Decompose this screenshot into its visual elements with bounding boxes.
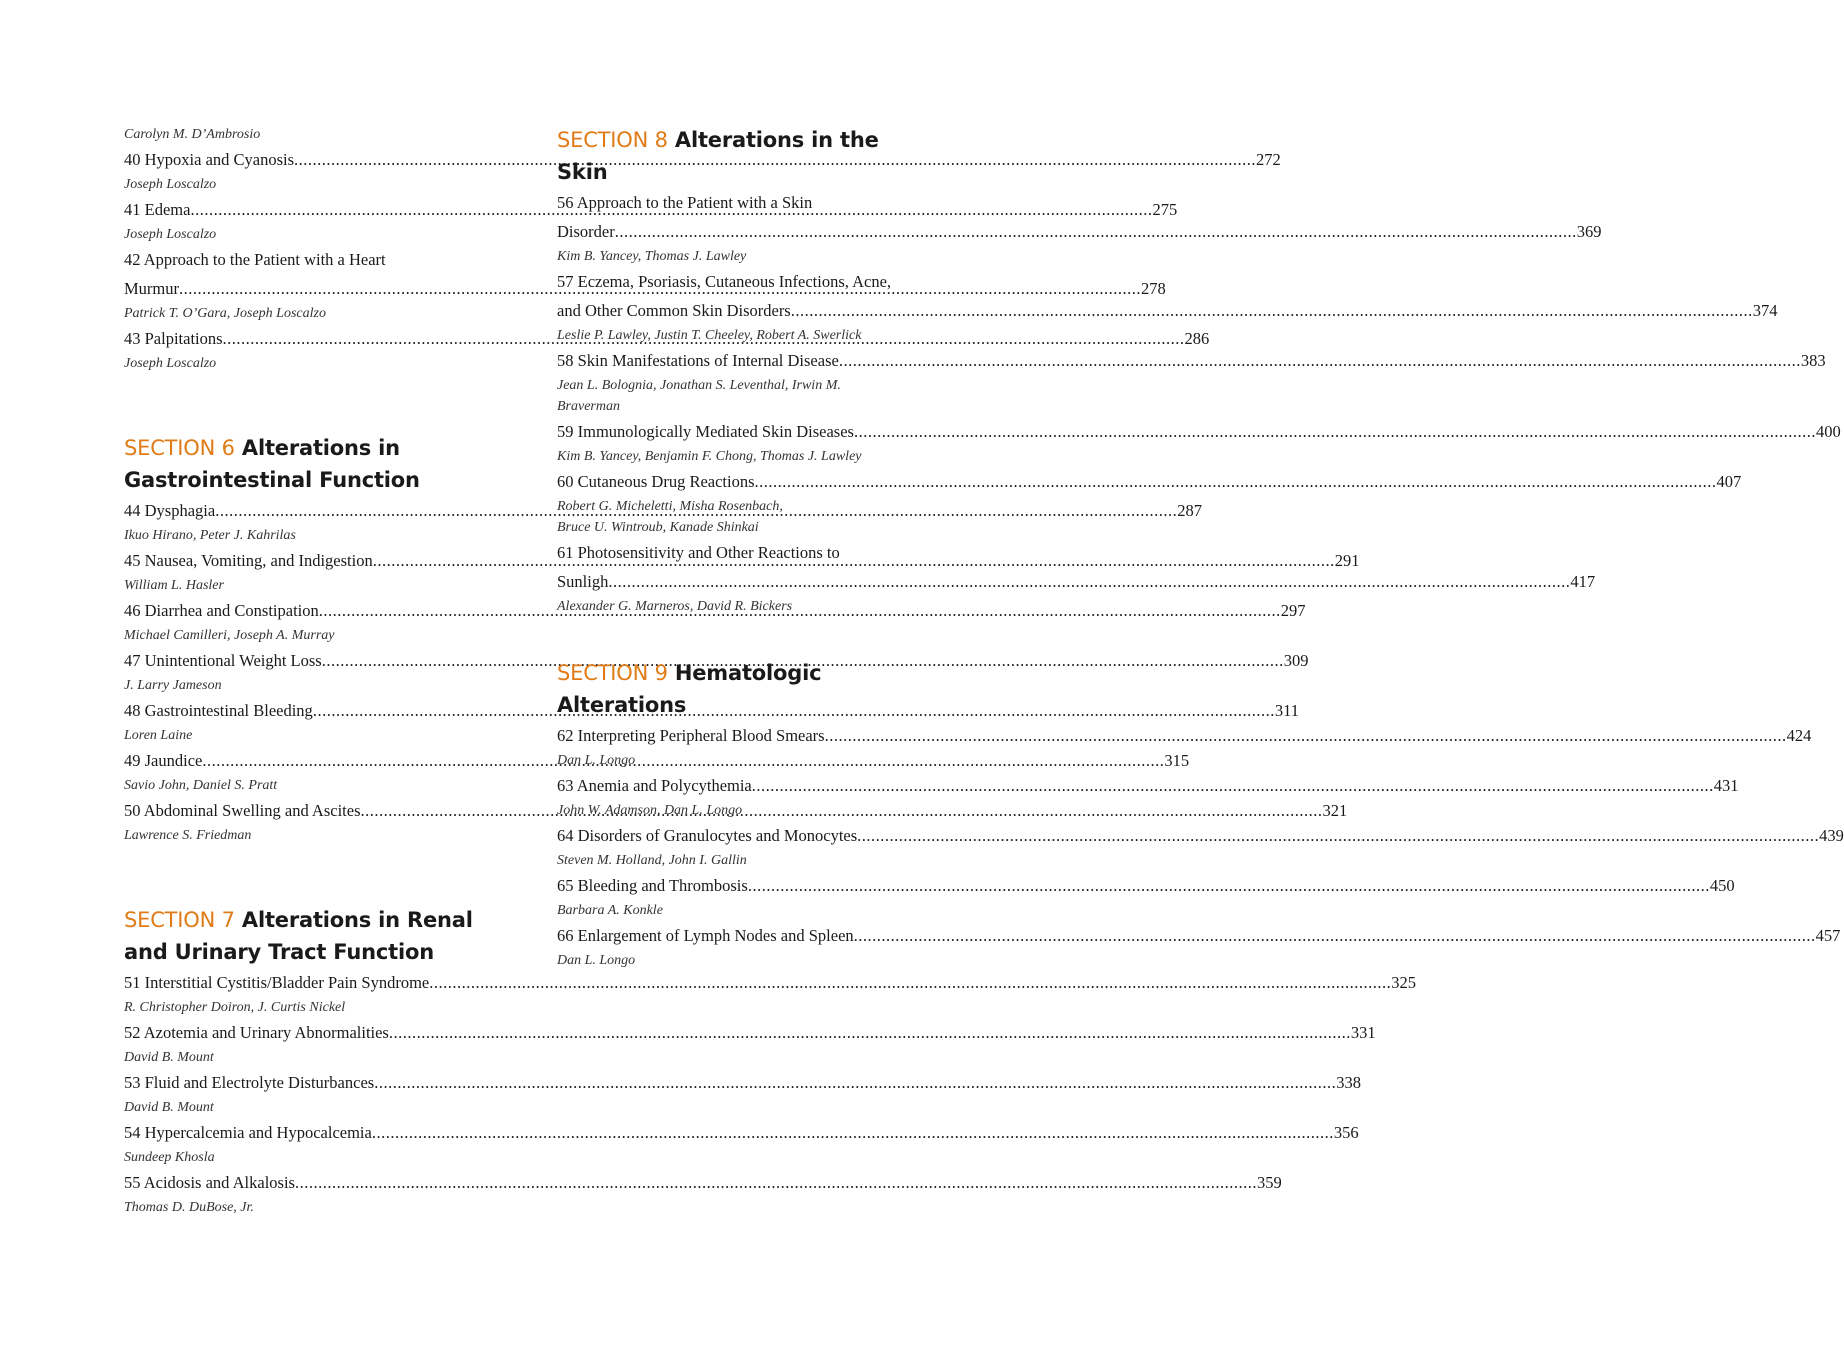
dot-leader — [748, 871, 1710, 900]
entry-line — [557, 467, 1742, 496]
entry-title: Murmur — [124, 279, 179, 298]
page-number: 457 — [1815, 926, 1841, 945]
entry-title: 40 Hypoxia and Cyanosis — [124, 150, 295, 169]
page-number: 297 — [1280, 601, 1306, 620]
page-number: 439 — [1819, 826, 1844, 845]
entry-line — [557, 871, 1735, 900]
dot-leader — [854, 417, 1816, 446]
entry-line — [124, 1018, 1376, 1047]
page-number: 315 — [1164, 751, 1190, 770]
dot-leader — [791, 296, 1753, 325]
section-title: Hematologic — [674, 661, 822, 685]
author-line: Carolyn M. D’Ambrosio — [124, 127, 261, 142]
entry-authors-line1: Jean L. Bolognia, Jonathan S. Leventhal, Irwin M. — [557, 378, 841, 393]
entry-title: 54 Hypercalcemia and Hypocalcemia — [124, 1123, 372, 1142]
entry-title: 58 Skin Manifestations of Internal Disease — [557, 351, 839, 370]
entry-line — [557, 296, 1778, 325]
entry-title-line1: 42 Approach to the Patient with a Heart — [124, 250, 386, 269]
entry-authors: Patrick T. O’Gara, Joseph Loscalzo — [124, 306, 326, 321]
entry-title: 63 Anemia and Polycythemia — [557, 776, 752, 795]
section-title: Alterations in Renal — [241, 908, 473, 932]
toc-entry[interactable] — [124, 1168, 1282, 1218]
entry-authors: William L. Hasler — [124, 578, 224, 593]
page-number: 287 — [1177, 501, 1202, 520]
entry-title: 50 Abdominal Swelling and Ascites — [124, 801, 361, 820]
entry-line — [124, 968, 1416, 997]
entry-title: 48 Gastrointestinal Bleeding — [124, 701, 313, 720]
section-title: Alterations in the Skin — [557, 128, 879, 184]
section-label: SECTION 7 — [124, 908, 235, 932]
entry-title: Disorder — [557, 222, 615, 241]
section-title: Alterations in — [241, 436, 400, 460]
entry-authors: Kim B. Yancey, Benjamin F. Chong, Thomas J. Lawley — [557, 449, 862, 464]
entry-authors: Braverman — [557, 399, 620, 414]
entry-title: 59 Immunologically Mediated Skin Diseases — [557, 422, 854, 441]
dot-leader — [752, 771, 1714, 800]
entry-title: 52 Azotemia and Urinary Abnormalities — [124, 1023, 389, 1042]
entry-title-line1: 56 Approach to the Patient with a Skin — [557, 193, 813, 212]
page-number: 291 — [1334, 551, 1360, 570]
page-number: 417 — [1570, 572, 1596, 591]
entry-authors: Leslie P. Lawley, Justin T. Cheeley, Robert A. Swerlick — [557, 328, 862, 343]
dot-leader — [372, 1118, 1334, 1147]
entry-authors-line1: Robert G. Micheletti, Misha Rosenbach, — [557, 499, 783, 514]
toc-entry[interactable] — [557, 821, 1844, 871]
entry-title: 45 Nausea, Vomiting, and Indigestion — [124, 551, 373, 570]
section-7-entries — [124, 968, 1416, 1218]
dot-leader — [839, 346, 1801, 375]
entry-authors: J. Larry Jameson — [124, 678, 222, 693]
page-number: 431 — [1713, 776, 1739, 795]
entry-authors: Michael Camilleri, Joseph A. Murray — [124, 628, 335, 643]
entry-authors: Sundeep Khosla — [124, 1150, 215, 1165]
toc-entry[interactable] — [124, 1118, 1359, 1168]
dot-leader — [389, 1018, 1351, 1047]
entry-line — [557, 346, 1826, 375]
dot-leader — [608, 567, 1570, 596]
toc-entry[interactable] — [124, 1018, 1376, 1068]
entry-line — [557, 821, 1844, 850]
entry-authors: Lawrence S. Friedman — [124, 828, 252, 843]
entry-title: 55 Acidosis and Alkalosis — [124, 1173, 295, 1192]
page-number: 309 — [1283, 651, 1309, 670]
entry-title: 51 Interstitial Cystitis/Bladder Pain Syndrome — [124, 973, 430, 992]
entry-authors: David B. Mount — [124, 1100, 214, 1115]
entry-line — [557, 567, 1596, 596]
page-number: 278 — [1141, 279, 1166, 298]
dot-leader — [374, 1068, 1336, 1097]
entry-title: 62 Interpreting Peripheral Blood Smears — [557, 726, 825, 745]
entry-line — [124, 1118, 1359, 1147]
section-6-heading-line2: Gastrointestinal Function — [124, 468, 420, 492]
section-7-heading-line2: and Urinary Tract Function — [124, 940, 434, 964]
entry-title: 41 Edema — [124, 200, 191, 219]
entry-title: 64 Disorders of Granulocytes and Monocytes — [557, 826, 858, 845]
entry-authors: Alexander G. Marneros, David R. Bickers — [557, 599, 793, 614]
entry-authors: John W. Adamson, Dan L. Longo — [557, 803, 743, 818]
section-label: SECTION 9 — [557, 661, 668, 685]
dot-leader — [755, 467, 1717, 496]
toc-entry[interactable] — [557, 921, 1841, 971]
entry-title: 66 Enlargement of Lymph Nodes and Spleen — [557, 926, 854, 945]
page-number: 325 — [1391, 973, 1416, 992]
entry-authors: Steven M. Holland, John I. Gallin — [557, 853, 747, 868]
entry-authors: Joseph Loscalzo — [124, 177, 217, 192]
page-number: 424 — [1786, 726, 1812, 745]
page-number: 359 — [1256, 1173, 1282, 1192]
entry-line — [557, 721, 1812, 750]
entry-title: Sunligh — [557, 572, 609, 591]
toc-entry[interactable] — [124, 968, 1416, 1018]
toc-entry[interactable] — [557, 871, 1735, 921]
entry-authors: Bruce U. Wintroub, Kanade Shinkai — [557, 520, 759, 535]
page-number: 272 — [1256, 150, 1281, 169]
entry-authors: Dan L. Longo — [557, 753, 636, 768]
entry-title: 60 Cutaneous Drug Reactions — [557, 472, 755, 491]
entry-title-line1: 57 Eczema, Psoriasis, Cutaneous Infections, Acne, — [557, 272, 892, 291]
dot-leader — [857, 821, 1819, 850]
dot-leader — [854, 921, 1816, 950]
dot-leader — [825, 721, 1787, 750]
page-number: 400 — [1815, 422, 1841, 441]
page-number: 407 — [1716, 472, 1742, 491]
entry-authors: Joseph Loscalzo — [124, 356, 217, 371]
page-number: 369 — [1576, 222, 1602, 241]
page-number: 321 — [1322, 801, 1348, 820]
page-number: 356 — [1333, 1123, 1359, 1142]
entry-title: 53 Fluid and Electrolyte Disturbances — [124, 1073, 375, 1092]
section-label: SECTION 8 — [557, 128, 668, 152]
page-number: 286 — [1184, 329, 1210, 348]
section-7-heading — [124, 904, 496, 936]
entry-title-line1: 61 Photosensitivity and Other Reactions to — [557, 543, 840, 562]
entry-authors: Dan L. Longo — [557, 953, 636, 968]
section-label: SECTION 6 — [124, 436, 235, 460]
entry-authors: Loren Laine — [124, 728, 193, 743]
entry-title: 46 Diarrhea and Constipation — [124, 601, 319, 620]
dot-leader — [615, 217, 1577, 246]
section-9-heading-line2: Alterations — [557, 693, 687, 717]
entry-line — [557, 417, 1841, 446]
entry-authors: Joseph Loscalzo — [124, 227, 217, 242]
entry-title: 65 Bleeding and Thrombosis — [557, 876, 748, 895]
page-number: 338 — [1336, 1073, 1361, 1092]
section-9-heading — [557, 657, 929, 689]
page-number: 311 — [1274, 701, 1299, 720]
entry-title: 43 Palpitations — [124, 329, 223, 348]
entry-title: and Other Common Skin Disorders — [557, 301, 791, 320]
entry-authors: Barbara A. Konkle — [557, 903, 663, 918]
entry-title: 49 Jaundice — [124, 751, 203, 770]
entry-authors: Savio John, Daniel S. Pratt — [124, 778, 278, 793]
entry-line — [124, 1168, 1282, 1197]
page-number: 450 — [1709, 876, 1735, 895]
entry-authors: Thomas D. DuBose, Jr. — [124, 1200, 254, 1215]
entry-title: 47 Unintentional Weight Loss — [124, 651, 322, 670]
entry-line — [557, 771, 1739, 800]
dot-leader — [295, 1168, 1257, 1197]
page-number: 331 — [1350, 1023, 1376, 1042]
dot-leader — [429, 968, 1391, 997]
entry-authors: R. Christopher Doiron, J. Curtis Nickel — [124, 1000, 346, 1015]
section-6-heading — [124, 432, 496, 464]
section-8-heading — [557, 124, 929, 188]
page-number: 383 — [1800, 351, 1826, 370]
toc-entry[interactable] — [124, 1068, 1361, 1118]
page-number: 275 — [1152, 200, 1178, 219]
entry-line — [557, 921, 1841, 950]
toc-entry[interactable] — [557, 417, 1841, 467]
entry-authors: Kim B. Yancey, Thomas J. Lawley — [557, 249, 747, 264]
entry-authors: David B. Mount — [124, 1050, 214, 1065]
entry-authors: Ikuo Hirano, Peter J. Kahrilas — [124, 528, 296, 543]
entry-title: 44 Dysphagia — [124, 501, 216, 520]
toc-entry[interactable] — [557, 346, 1826, 417]
page-number: 374 — [1752, 301, 1778, 320]
entry-line — [124, 1068, 1361, 1097]
entry-line — [557, 217, 1602, 246]
